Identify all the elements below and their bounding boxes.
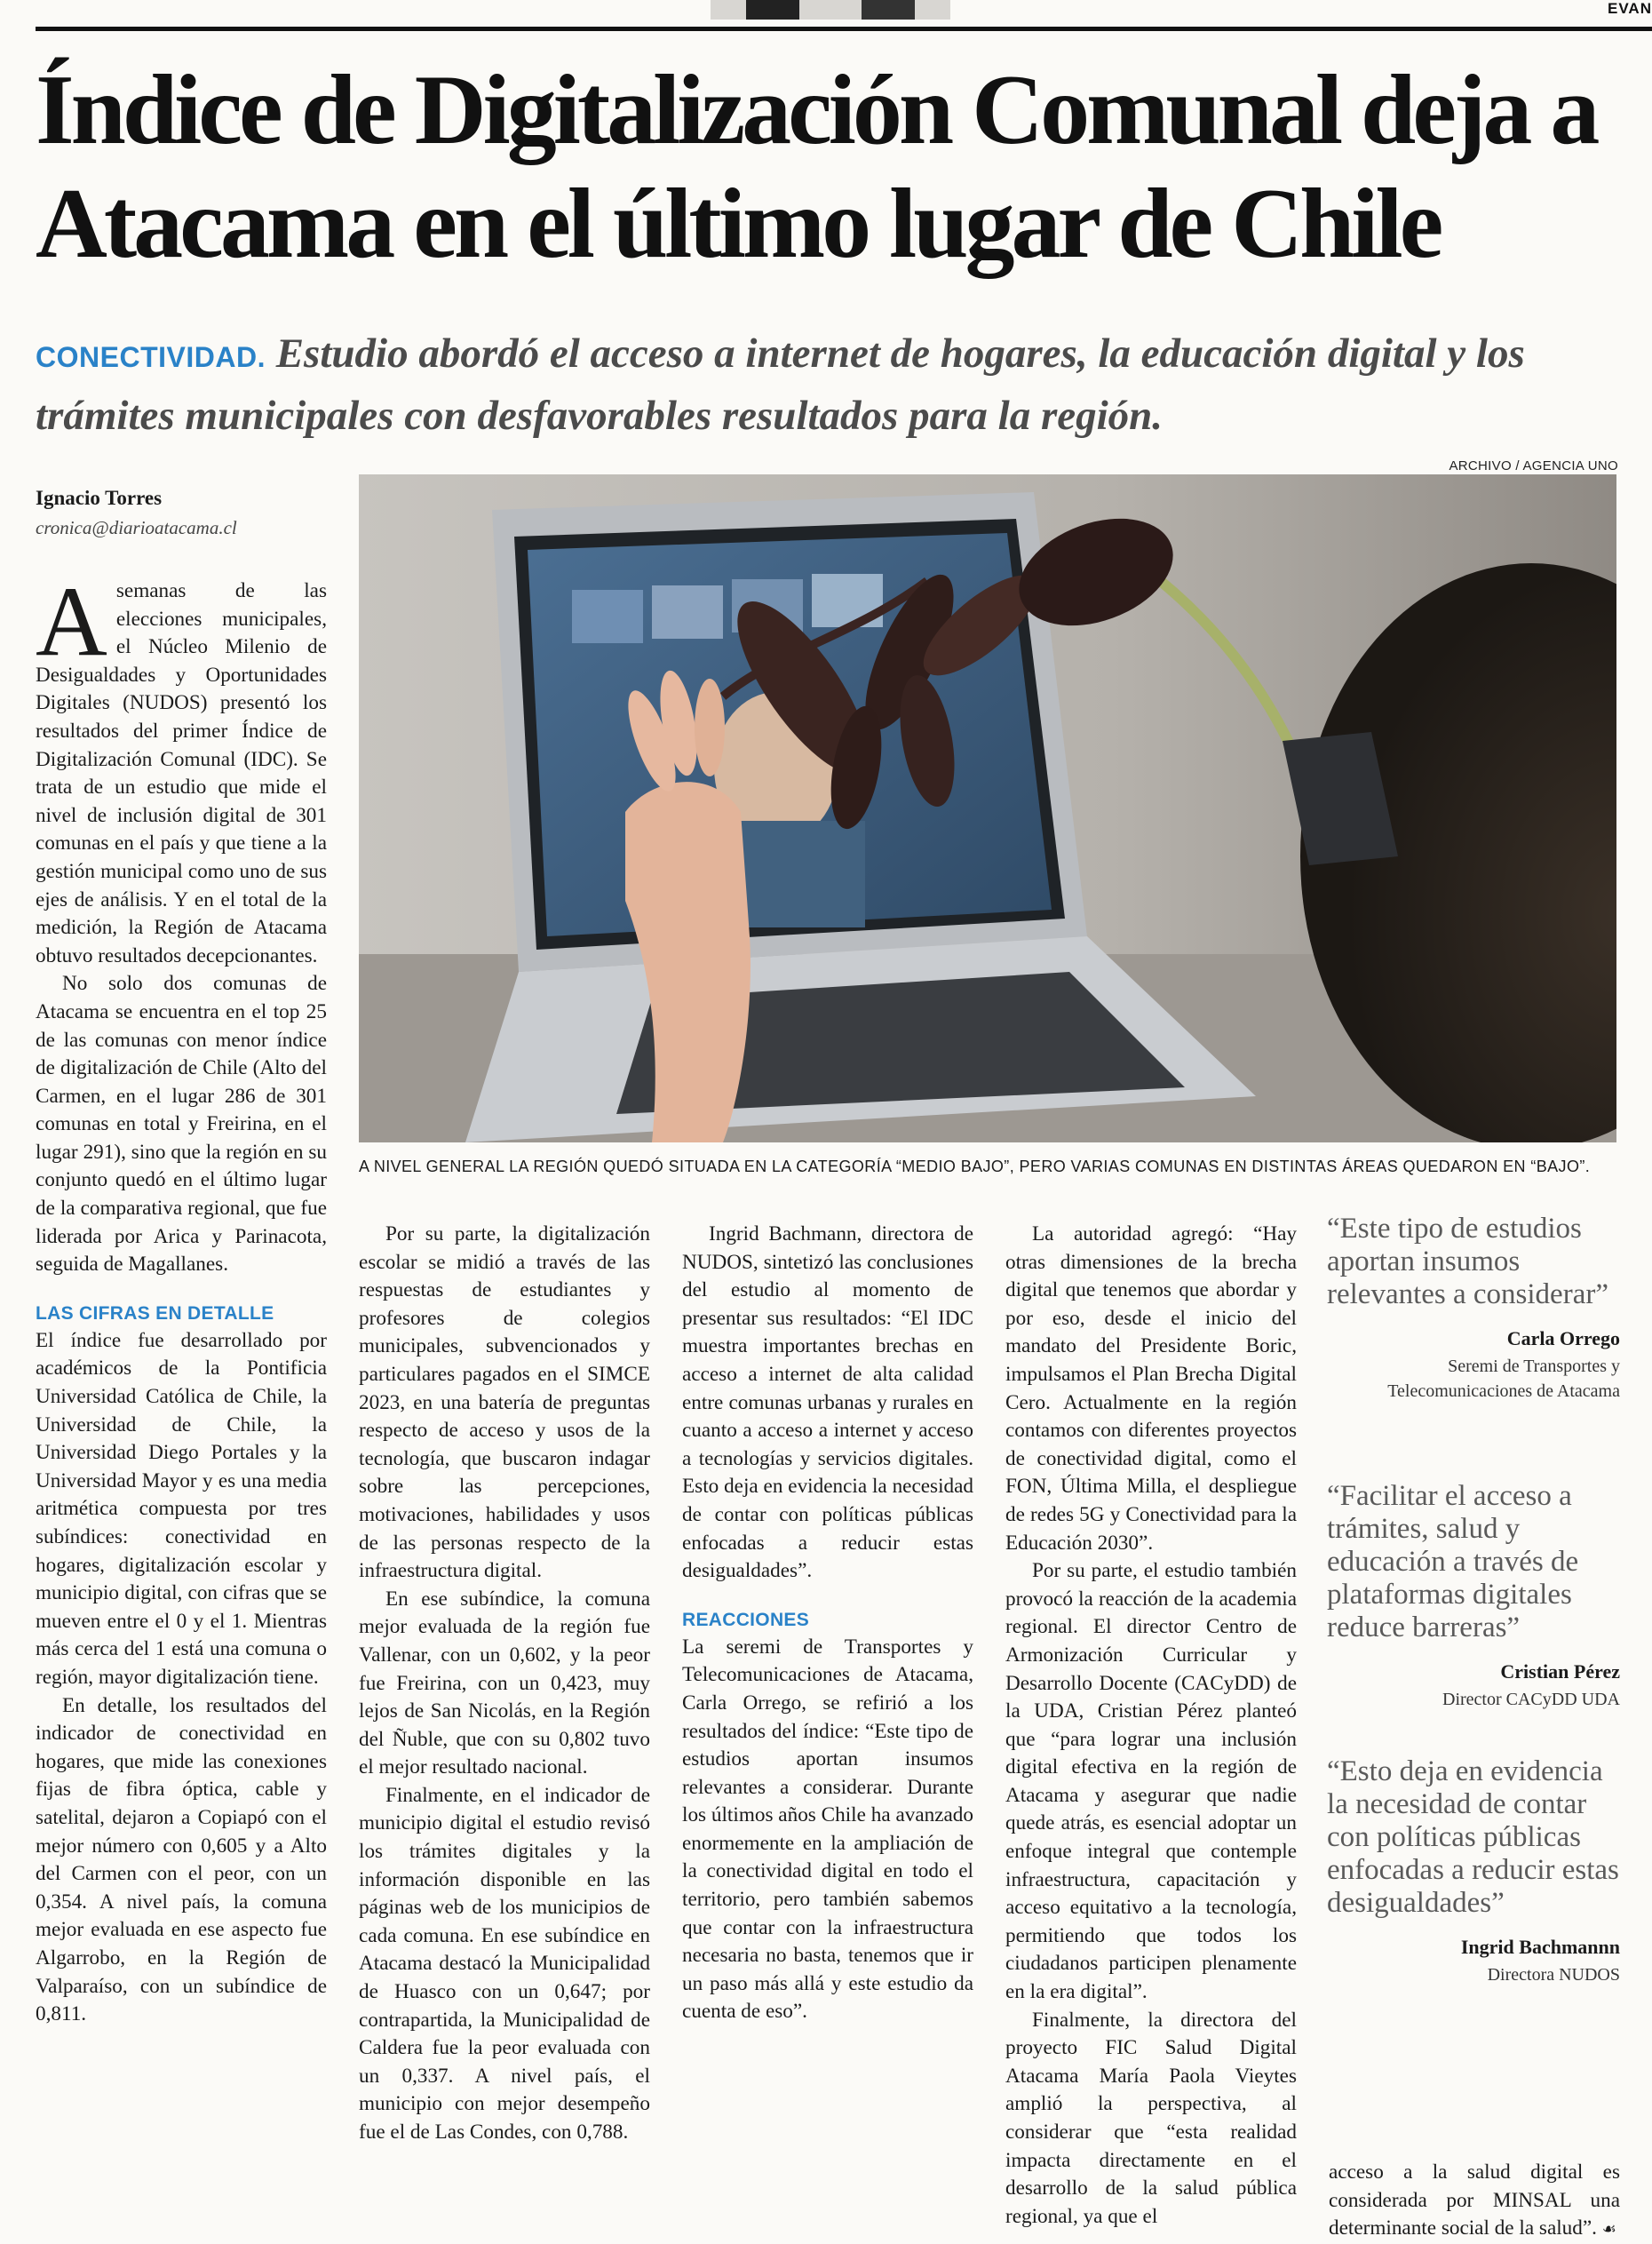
paragraph-10: La autoridad agregó: “Hay otras dimensiones de la brecha digital que tenemos que abordar y por eso, desde el inicio del mandato del Presidente Boric, impulsamos el Plan Brecha Digital Cero. Actualmente en la región contamos con diferentes proyectos de conectividad digital, como el FON, Última Milla, el despliegue de redes 5G y Conectividad para la Educación 2030”. xyxy=(1005,1222,1297,1555)
column-1 xyxy=(36,567,327,2029)
pull-quote-3 xyxy=(1327,1755,1620,1987)
paragraph-7: Finalmente, en el indicador de municipio digital el estudio revisó los trámites digitales y la información disponible en las páginas web de los municipios de cada comuna. En ese subíndice en Atacama destacó la Municipalidad de Huasco con un 0,647; por contrapartida, la Municipalidad de Caldera fue la peor evaluada con un 0,337. A nivel país, el municipio con mejor desempeño fue el de Las Condes, con 0,788. xyxy=(359,1783,650,2144)
column-3 xyxy=(682,1221,973,2026)
subhead-reacciones: REACCIONES xyxy=(682,1609,810,1630)
paragraph-12: Finalmente, la directora del proyecto FIC Salud Digital Atacama María Paola Vieytes amplió la perspectiva, al considerar que “esta realidad impacta directamente en el desarrollo de la salud pública regional, ya que el xyxy=(1005,2008,1297,2228)
pull-quote-text: “Esto deja en evidencia la necesidad de contar con políticas públicas enfocadas a reducir estas desigualdades” xyxy=(1327,1755,1619,1919)
byline-email: cronica@diarioatacama.cl xyxy=(36,517,237,538)
end-mark-icon: ☙ xyxy=(1601,2220,1616,2240)
article-photo xyxy=(359,474,1616,1142)
previous-article-photo xyxy=(711,0,950,20)
paragraph-4: En detalle, los resultados del indicador de conectividad en hogares, que mide las conexiones fijas de fibra óptica, cable y satelital, dejaron a Copiapó con el mejor número con 0,605 y a Alto del Carmen con el peor, con un 0,354. A nivel país, la comuna mejor evaluada en ese aspecto fue Algarrobo, en la Región de Valparaíso, con un subíndice de 0,811. xyxy=(36,1693,327,2026)
column-4 xyxy=(1005,1221,1297,2231)
pull-quote-text: “Facilitar el acceso a trámites, salud y educación a través de plataformas digitales reduce barreras” xyxy=(1327,1480,1579,1643)
pull-quote-role: Director CACyDD UDA xyxy=(1442,1690,1620,1709)
subhead-cifras: LAS CIFRAS EN DETALLE xyxy=(36,1302,274,1324)
pull-quote-role: Directora NUDOS xyxy=(1487,1965,1620,1985)
pull-quote-2 xyxy=(1327,1480,1620,1712)
paragraph-2: No solo dos comunas de Atacama se encuentra en el top 25 de las comunas con menor índice de digitalización de Chile (Alto del Carmen, en el lugar 286 de 301 comunas en total y Freirina, en el lugar 291), sino que la región en su conjunto quedó en el último lugar de la comparativa regional, que fue liderada por Arica y Parinacota, seguida de Magallanes. xyxy=(36,972,327,1277)
deck-text: Estudio abordó el acceso a internet de hogares, la educación digital y los trámites municipales con desfavorables resultados para la región. xyxy=(36,330,1525,439)
section-tag: EVAN xyxy=(1608,0,1652,17)
byline-author: Ignacio Torres xyxy=(36,487,163,509)
pull-quote-name: Cristian Pérez xyxy=(1500,1660,1620,1683)
deck xyxy=(36,324,1634,445)
photo-credit: ARCHIVO / AGENCIA UNO xyxy=(1449,458,1618,473)
paragraph-8: Ingrid Bachmann, directora de NUDOS, sintetizó las conclusiones del estudio al momento de presentar sus resultados: “El IDC muestra importantes brechas en acceso a internet de alta calidad entre comunas urbanas y rurales en cuanto a acceso a internet y acceso a tecnologías y servicios digitales. Esto deja en evidencia la necesidad de contar con políticas públicas enfocadas a reducir estas desigualdades”. xyxy=(682,1222,973,1583)
column-5-end xyxy=(1329,2159,1620,2244)
pull-quote-text: “Este tipo de estudios aportan insumos relevantes a considerar” xyxy=(1327,1213,1608,1310)
kicker: CONECTIVIDAD. xyxy=(36,341,266,373)
pull-quote-1 xyxy=(1327,1213,1620,1404)
pull-quote-role: Seremi de Transportes y Telecomunicaciones de Atacama xyxy=(1387,1357,1620,1401)
paragraph-5: Por su parte, la digitalización escolar se midió a través de las respuestas de estudiantes y profesores de colegios municipales, subvencionados y particulares pagados en el SIMCE 2023, en una batería de preguntas respecto de acceso y usos de la tecnología, que buscaron indagar sobre las percepciones, motivaciones, habilidades y usos de las personas respecto de la infraestructura digital. xyxy=(359,1222,650,1583)
paragraph-3: El índice fue desarrollado por académicos de la Pontificia Universidad Católica de Chile, la Universidad de Chile, la Universidad Diego Portales y la Universidad Mayor y es una media aritmética compuesta por tres subíndices: conectividad en hogares, digitalización escolar y municipio digital, con cifras que se mueven entre el 0 y el 1. Mientras más cerca del 1 está una comuna o región, mayor digitalización tiene. xyxy=(36,1328,327,1689)
drop-cap: A xyxy=(36,567,107,677)
paragraph-1 xyxy=(36,567,327,970)
paragraph-6: En ese subíndice, la comuna mejor evaluada de la región fue Vallenar, con un 0,602, y la peor fue Freirina, con un 0,423, muy lejos de San Nicolás, en la Región del Ñuble, que con su 0,802 tuvo el mejor resultado nacional. xyxy=(359,1587,650,1779)
paragraph-1-text: semanas de las elecciones municipales, el Núcleo Milenio de Desigualdades y Oportunidades Digitales (NUDOS) presentó los resultados del primer Índice de Digitalización Comunal (IDC). Se trata de un estudio que mide el nivel de inclusión digital de 301 comunas en el país y que tiene a la gestión municipal como uno de sus ejes de análisis. Y en el total de la medición, la Región de Atacama obtuvo resultados decepcionantes. xyxy=(36,579,327,967)
paragraph-11: Por su parte, el estudio también provocó la reacción de la academia regional. El director Centro de Armonización Curricular y Desarrollo Docente (CACyDD) de la UDA, Cristian Pérez planteó que “para lograr una inclusión digital efectiva en la región de Atacama y asegurar que nadie quede atrás, es esencial adoptar un enfoque integral que contemple infraestructura, capacitación y acceso equitativo a la tecnología, permitiendo que todos los ciudadanos participen plenamente en la era digital”. xyxy=(1005,1559,1297,2004)
pull-quote-name: Ingrid Bachmannn xyxy=(1460,1936,1620,1958)
top-rule xyxy=(36,27,1652,31)
paragraph-12-end xyxy=(1329,2159,1620,2244)
photo-caption: A NIVEL GENERAL LA REGIÓN QUEDÓ SITUADA EN LA CATEGORÍA “MEDIO BAJO”, PERO VARIAS COMUNAS EN DISTINTAS ÁREAS QUEDARON EN “BAJO”. xyxy=(359,1158,1591,1175)
paragraph-9: La seremi de Transportes y Telecomunicaciones de Atacama, Carla Orrego, se refirió a los resultados del índice: “Este tipo de estudios aportan insumos relevantes a considerar. Durante los últimos años Chile ha avanzado enormemente en la ampliación de la conectividad digital en todo el territorio, pero también sabemos que contar con la infraestructura necesaria no basta, tenemos que ir un paso más allá y este estudio da cuenta de eso”. xyxy=(682,1635,973,2024)
column-2 xyxy=(359,1221,650,2147)
headline: Índice de Digitalización Comunal deja a Atacama en el último lugar de Chile xyxy=(36,55,1597,279)
paragraph-12-end-text: acceso a la salud digital es considerada por MINSAL una determinante social de la salud”. xyxy=(1329,2160,1620,2240)
photo-illustration xyxy=(359,474,1616,1142)
pull-quote-name: Carla Orrego xyxy=(1506,1327,1620,1349)
